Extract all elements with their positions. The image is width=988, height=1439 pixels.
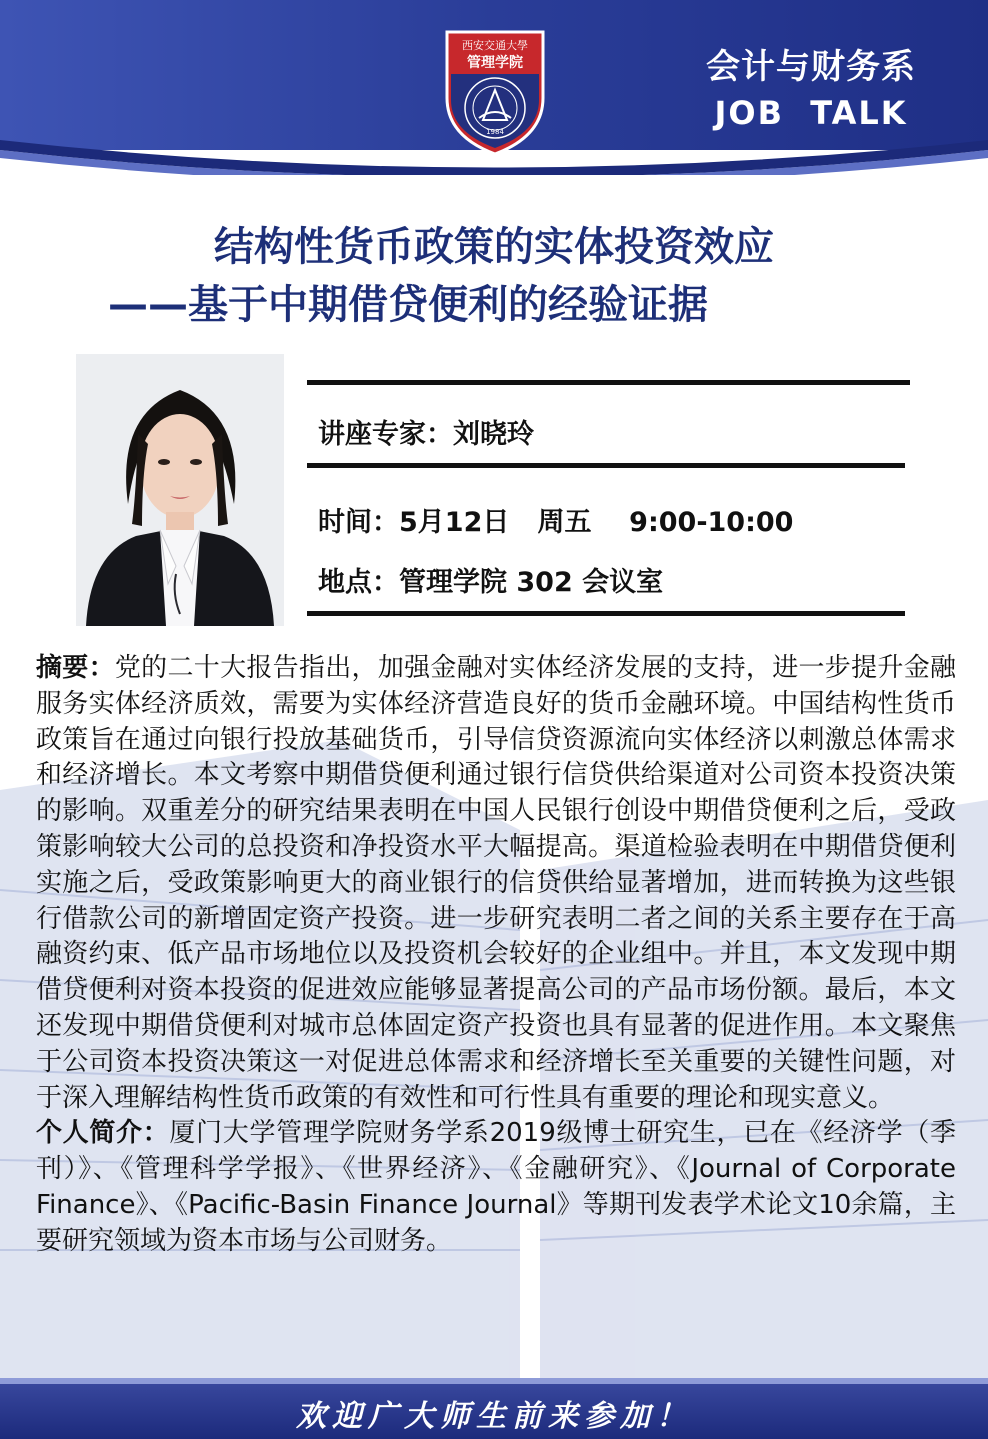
speaker-label: 讲座专家：刘晓玲: [318, 419, 534, 450]
place-info: 地点：管理学院 302 会议室: [318, 567, 664, 598]
footer-strip: [0, 1378, 988, 1384]
content-body: [36, 651, 956, 1260]
abstract-label: 摘要：: [36, 653, 115, 683]
logo-year: 1984: [486, 128, 504, 136]
divider-top: [307, 380, 910, 385]
time-info: 时间：5月12日 周五 9:00-10:00: [318, 507, 794, 538]
title-line-1: 结构性货币政策的实体投资效应: [214, 224, 774, 270]
footer-banner: [0, 1378, 988, 1439]
speaker-photo: [76, 354, 284, 626]
abstract-text: 党的二十大报告指出，加强金融对实体经济发展的支持，进一步提升金融服务实体经济质效，需要为实体经济营造良好的货币金融环境。中国结构性货币政策旨在通过向银行投放基础货币，引导信贷资源流向实体经济以刺激总体需求和经济增长。本文考察中期借贷便利通过银行信贷供给渠道对公司资本投资决策的影响。双重差分的研究结果表明在中国人民银行创设中期借贷便利之后，受政策影响较大公司的总投资和净投资水平大幅提高。渠道检验表明在中期借贷便利实施之后，受政策影响更大的商业银行的信贷供给显著增加，进而转换为这些银行借款公司的新增固定资产投资。进一步研究表明二者之间的关系主要存在于高融资约束、低产品市场地位以及投资机会较好的企业组中。并且，本文发现中期借贷便利对资本投资的促进效应能够显著提高公司的产品市场份额。最后，本文还发现中期借贷便利对城市总体固定资产投资也具有显著的促进作用。本文聚焦于公司资本投资决策这一对促进总体需求和经济增长至关重要的关键性问题，对于深入理解结构性货币政策的有效性和可行性具有重要的理论和现实意义。: [36, 653, 956, 1113]
title-line-2: ——基于中期借贷便利的经验证据: [108, 282, 708, 328]
event-type: JOB TALK: [714, 94, 908, 132]
department-name: 会计与财务系: [706, 47, 916, 87]
school-logo: [443, 28, 547, 158]
logo-school-name: 管理学院: [467, 55, 523, 71]
header-banner: [0, 0, 988, 175]
divider-middle: [307, 463, 905, 468]
welcome-text: 欢迎广大师生前来参加！: [296, 1399, 692, 1434]
bio-text: 厦门大学管理学院财务学系2019级博士研究生，已在《经济学（季刊）》、《管理科学学报》、《世界经济》、《金融研究》、《Journal of Corporate Finance》、《Pacific-Basin Finance Journal》等期刊发表学术论文10余篇，主要研究领域为资本市场与公司财务。: [36, 1118, 956, 1256]
bio-label: 个人简介：: [36, 1118, 170, 1149]
bio-paragraph: [36, 1116, 956, 1259]
divider-bottom: [307, 611, 905, 616]
logo-university-name: 西安交通大學: [462, 39, 528, 52]
department-block: [706, 44, 916, 136]
abstract-paragraph: [36, 651, 956, 1116]
